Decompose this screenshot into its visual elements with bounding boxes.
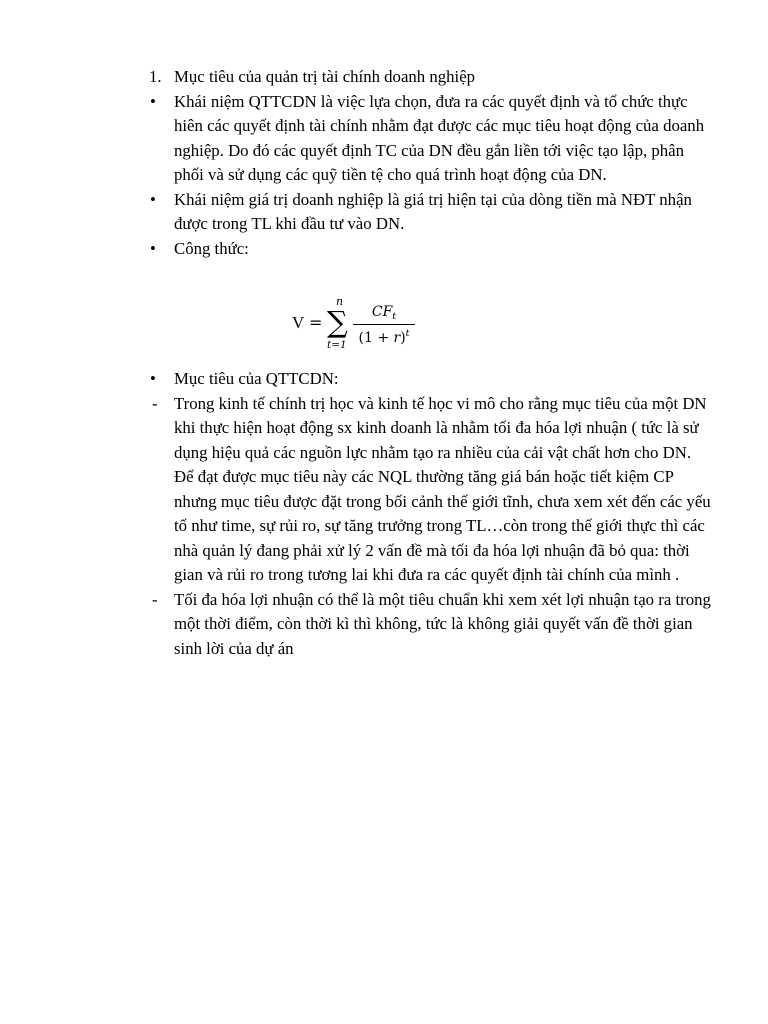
formula-lhs: V xyxy=(292,313,305,332)
bullet-marker: • xyxy=(150,369,156,388)
numerator-subscript: t xyxy=(392,311,397,322)
numbered-heading xyxy=(0,65,768,90)
text-line: khi thực hiện hoạt động sx kinh doanh là nhằm tối đa hóa lợi nhuận ( tức là sử xyxy=(174,418,699,437)
text-line: tố như time, sự rủi ro, sự tăng trưởng trong TL…còn trong thế giới thực thì các xyxy=(174,516,705,535)
dash-item-limitation xyxy=(0,588,768,662)
text-line: nhà quản lý đang phải xử lý 2 vấn đề mà tối đa hóa lợi nhuận đã bỏ qua: thời xyxy=(174,540,690,560)
text-line: dụng hiệu quả các nguồn lực nhằm tạo ra nhiều của cải vật chất hơn cho DN. xyxy=(174,442,692,462)
text-line: Khái niệm QTTCDN là việc lựa chọn, đưa ra các quyết định và tổ chức thực xyxy=(174,91,688,111)
text-line: Trong kinh tế chính trị học và kinh tế học vi mô cho rằng mục tiêu của một DN xyxy=(174,393,707,413)
text-line: phối và sử dụng các quỹ tiền tệ cho quá trình hoạt động của DN. xyxy=(174,165,607,184)
bullet-marker: • xyxy=(150,189,156,209)
document-page xyxy=(0,65,768,661)
text-line: hiên các quyết định tài chính nhằm đạt được các mục tiêu hoạt động của doanh xyxy=(174,116,705,135)
fraction-denominator xyxy=(352,325,416,347)
denominator-exponent: t xyxy=(405,328,410,339)
list-number: 1. xyxy=(149,67,162,86)
bullet-item-definition-qttcdn xyxy=(0,90,768,188)
text-line: Khái niệm giá trị doanh nghiệp là giá trị hiện tại của dòng tiền mà NĐT nhận xyxy=(174,189,692,209)
text-line: Để đạt được mục tiêu này các NQL thường tăng giá bán hoặc tiết kiệm CP xyxy=(174,467,674,486)
bullet-marker: • xyxy=(150,238,156,258)
value-formula xyxy=(0,261,768,367)
text-line: nghiệp. Do đó các quyết định TC của DN đều gắn liền tới việc tạo lập, phân xyxy=(174,140,685,160)
bullet-marker: • xyxy=(150,91,156,111)
summation-upper-limit: n xyxy=(336,295,344,308)
text-line: gian và rủi ro trong tương lai khi đưa ra các quyết định tài chính của mình . xyxy=(174,565,680,584)
heading-text: Mục tiêu của quản trị tài chính doanh nghiệp xyxy=(174,67,476,86)
text-line: Mục tiêu của QTTCDN: xyxy=(174,369,339,388)
denominator-open: (1 + xyxy=(358,330,394,346)
text-line: Công thức: xyxy=(174,238,249,258)
text-line: Tối đa hóa lợi nhuận có thể là một tiêu chuẩn khi xem xét lợi nhuận tạo ra trong xyxy=(174,589,711,609)
denominator-close: ) xyxy=(400,330,406,346)
summation-symbol: ∑ xyxy=(327,305,348,339)
bullet-item-formula-label xyxy=(0,237,768,262)
text-line: sinh lời của dự án xyxy=(174,638,294,658)
text-line: được trong TL khi đầu tư vào DN. xyxy=(174,214,405,233)
dash-item-profit-maximization xyxy=(0,392,768,588)
bullet-item-objectives xyxy=(0,367,768,392)
dash-marker: - xyxy=(152,589,158,609)
numerator-text: CF xyxy=(371,304,393,320)
text-line: một thời điểm, còn thời kì thì không, tức là không giải quyết vấn đề thời gian xyxy=(174,614,693,633)
summation-lower-limit: t=1 xyxy=(327,339,347,351)
bullet-item-enterprise-value xyxy=(0,188,768,237)
text-line: nhưng mục tiêu được đặt trong bối cảnh thế giới tĩnh, chưa xem xét đến các yếu xyxy=(174,491,711,511)
formula-equals: = xyxy=(309,313,323,332)
denominator-variable: r xyxy=(393,330,401,346)
dash-marker: - xyxy=(152,393,158,413)
